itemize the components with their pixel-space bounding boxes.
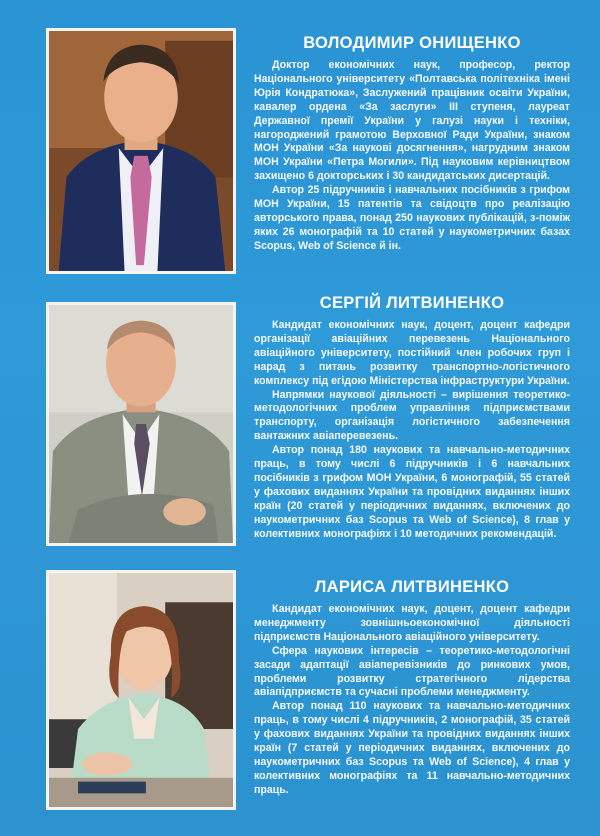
- portrait-larysa-lytvynenko: [46, 570, 236, 810]
- portrait-serhii-lytvynenko: [46, 302, 236, 546]
- bio-paragraph: Автор 25 підручників і навчальних посібників з грифом МОН України, 15 патентів та свідоцтв про реалізацію авторського права, понад 250 наукових публікацій, з-поміж яких 26 монографій та 10 статей у наукометричних базах Scopus, Web of Science й ін.: [254, 184, 570, 252]
- bio-paragraph: Доктор економічних наук, професор, ректор Національного університету «Полтавська політехніка імені Юрія Кондратюка», Заслужений працівник освіти України, кавалер ордена «За заслуги» III ступеня, лауреат Державної премії України у галузі науки і техніки, нагороджений грамотою Верховної Ради України, знаком МОН України «За наукові досягнення», нагрудним знаком МОН України «Петра Могили». Під науковим керівництвом захищено 6 докторських і 30 кандидатських дисертацій.: [254, 59, 570, 183]
- portrait-volodymyr-onyshchenko: [46, 28, 236, 274]
- bio-larysa-lytvynenko: [254, 578, 570, 798]
- person-name: ВОЛОДИМИР ОНИЩЕНКО: [303, 34, 521, 52]
- bio-paragraph: Автор понад 180 наукових та навчально-методичних праць, в тому числі 6 підручників і 6 навчальних посібників з грифом МОН України, 6 монографій, 55 статей у фахових виданнях України та провідних виданнях інших країн (20 статей у періодичних виданнях, включених до наукометричних баз Scopus та Web of Science), 8 глав у колективних монографіях і 10 методичних рекомендацій.: [254, 444, 570, 540]
- bio-paragraph: Сфера наукових інтересів – теоретико-методологічні засади адаптації авіаперевізників до ринкових умов, проблеми розвитку стратегічного лідерства авіапідприємств та сучасні проблеми менеджменту.: [254, 644, 570, 699]
- person-name: СЕРГІЙ ЛИТВИНЕНКО: [319, 294, 505, 312]
- bio-paragraph: Автор понад 110 наукових та навчально-методичних праць, в тому числі 4 підручників, 2 монографій, 35 статей у фахових виданнях України та провідних виданнях інших країн (7 статей у періодичних виданнях, включених до наукометричних баз Scopus та Web of Science), 4 глав у колективних монографіях та 11 навчально-методичних праць.: [254, 700, 570, 796]
- bio-paragraph: Напрямки наукової діяльності – вирішення теоретико-методологічних проблем управління підприємствами транспорту, організація логістичного забезпечення вантажних авіаперевезень.: [254, 388, 570, 443]
- bio-paragraph: Кандидат економічних наук, доцент, доцент кафедри менеджменту зовнішньоекономічної діяльності підприємств Національного авіаційного університету.: [254, 603, 570, 643]
- bio-paragraph: Кандидат економічних наук, доцент, доцент кафедри організації авіаційних перевезень Національного авіаційного університету, постійний член робочих груп і нарад з питань розвитку транспортно-логістичного комплексу під егідою Міністерства інфраструктури України.: [254, 319, 570, 387]
- person-name: ЛАРИСА ЛИТВИНЕНКО: [314, 578, 510, 596]
- bio-volodymyr-onyshchenko: [254, 34, 570, 254]
- bio-serhii-lytvynenko: [254, 294, 570, 542]
